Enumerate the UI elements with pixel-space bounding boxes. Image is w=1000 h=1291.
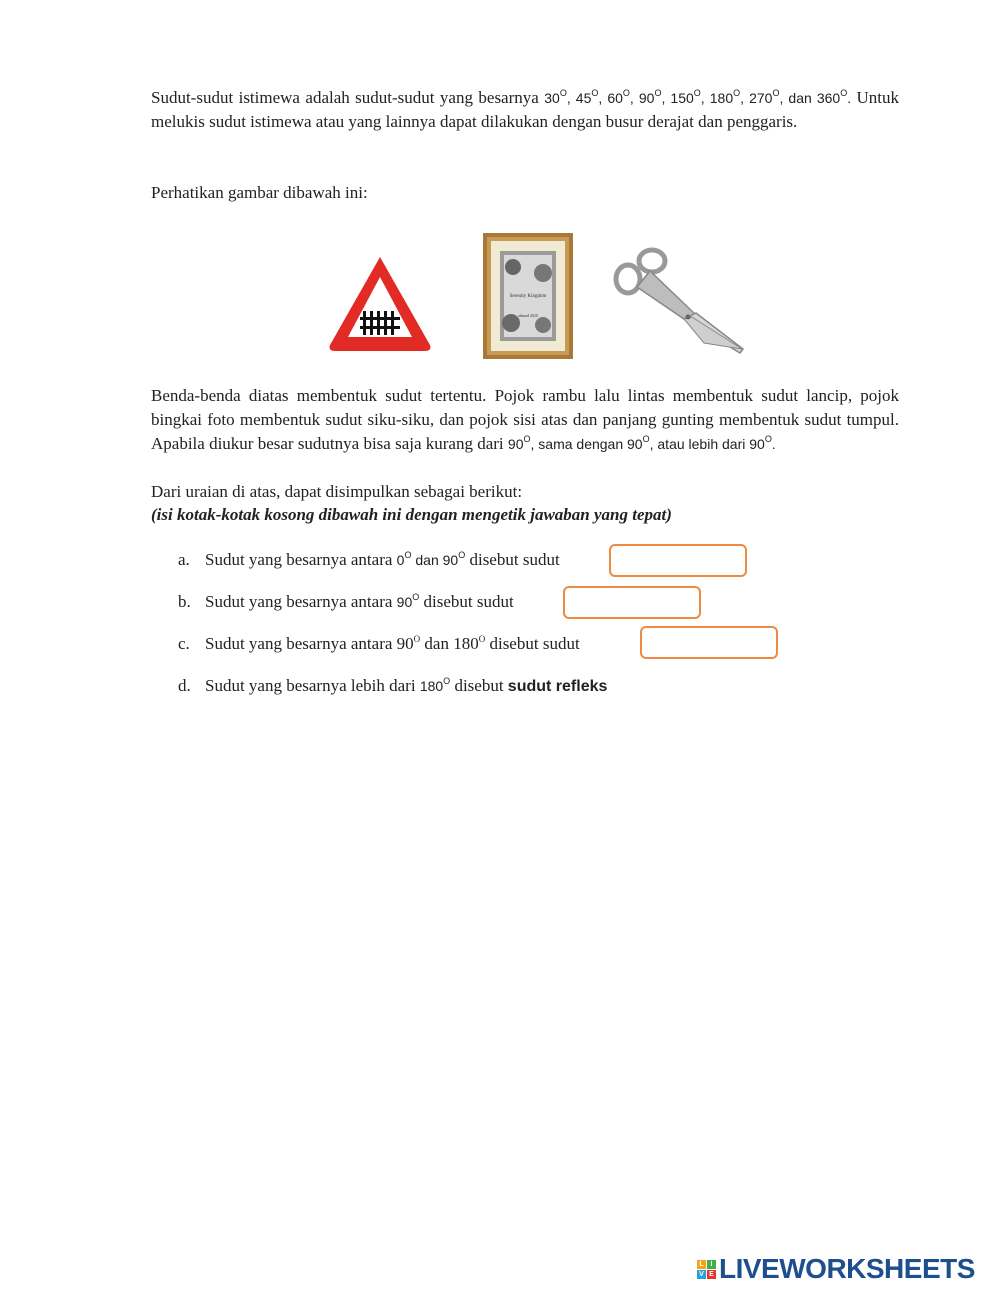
answer-input-a[interactable] (609, 544, 747, 577)
brand-logo-icon: L I V E (697, 1260, 716, 1279)
intro-sentence-2: Untuk melukis sudut istimewa atau yang lainnya dapat dilakukan dengan busur derajat dan penggaris. (151, 88, 900, 131)
intro-text: Sudut-sudut istimewa adalah sudut-sudut yang besarnya (151, 88, 545, 107)
railroad-sign-icon (326, 251, 434, 355)
list-item-d: d. Sudut yang besarnya lebih dari $180^O$ disebut sudut refleks (178, 676, 608, 695)
list-item-b: b. Sudut yang besarnya antara $90^O$ disebut sudut (178, 592, 514, 611)
list-item-a: a. Sudut yang besarnya antara $0^O$ dan $90^O$ disebut sudut (178, 550, 560, 569)
explanation-paragraph: Benda-benda diatas membentuk sudut tertentu. Pojok rambu lalu lintas membentuk sudut lancip, pojok bingkai foto membentuk sudut siku-siku, dan pojok sisi atas dan panjang gunting membentuk sudut tumpul. Apabila diukur besar sudutnya bisa saja kurang dari $90^O$, sama dengan $90^O$, atau lebih dari $90^O$. (151, 386, 899, 453)
liveworksheets-logo (697, 1254, 975, 1284)
answer-input-c[interactable] (640, 626, 778, 659)
prompt-text: Perhatikan gambar dibawah ini: (151, 183, 368, 202)
list-item-c: c. Sudut yang besarnya antara $90^O$ dan $180^O$ disebut sudut (178, 634, 580, 653)
illustration-row (320, 229, 760, 361)
angle-list: $30^O$, $45^O$, $60^O$, $90^O$, $150^O$, $180^O$, $270^O$, dan $360^O$. (544, 88, 852, 106)
brand-name: LIVEWORKSHEETS (719, 1253, 975, 1284)
answer-reflex: sudut refleks (507, 678, 608, 695)
frame-footer: ahmad 2020 (518, 313, 538, 318)
answer-input-b[interactable] (563, 586, 701, 619)
frame-caption: Serenity Kingdom (509, 294, 547, 299)
conclusion-text: Dari uraian di atas, dapat disimpulkan sebagai berikut: (151, 482, 523, 501)
intro-paragraph (151, 86, 899, 134)
photo-frame-icon (483, 233, 573, 359)
instruction-text: (isi kotak-kotak kosong dibawah ini dengan mengetik jawaban yang tepat) (151, 505, 672, 524)
scissors-icon (610, 243, 750, 361)
